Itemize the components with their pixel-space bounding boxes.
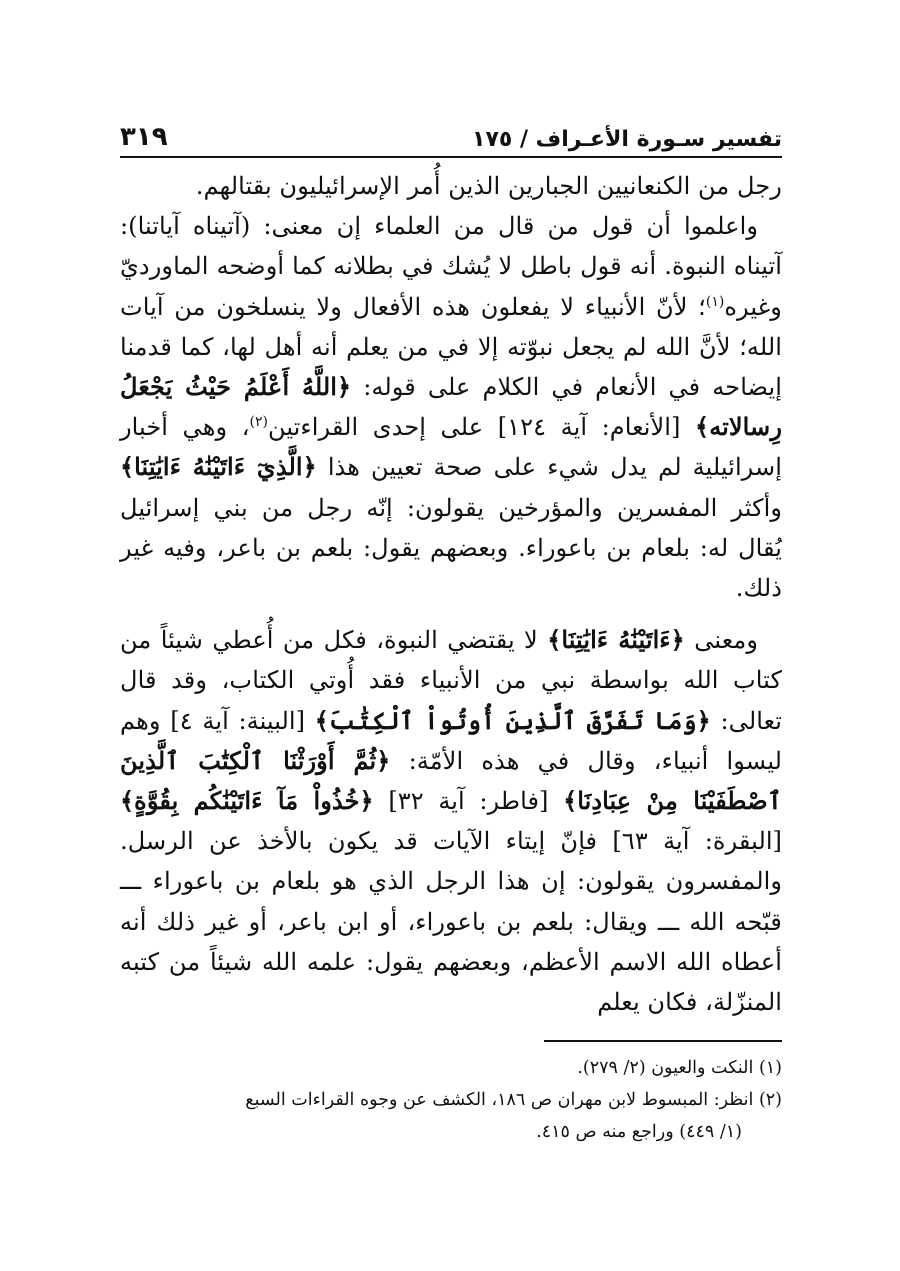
footnote-text: النكت والعيون (٢/ ٢٧٩). <box>577 1058 754 1078</box>
text-run: ومعنى <box>684 626 758 655</box>
text-run: [البقرة: آية ٦٣] فإنّ إيتاء الآيات قد يكون بالأخذ عن الرسل. والمفسرون يقولون: إن هذا الرجل الذي هو بلعام بن باعوراء ـــ قبّحه الله ـــ ويقال: بلعم بن باعوراء، أو ابن باعر، أو غير ذلك أنه أعطاه الله الاسم الأعظم، وبعضهم يقول: علمه الله شيئاً من كتبه المنزّلة، فكان يعلم <box>120 827 782 1017</box>
text-run: [البينة: آية ٤] وهم ليسوا أنبياء، وقال في هذه الأمّة: <box>120 706 783 775</box>
paragraph-gap <box>120 608 782 620</box>
paragraph-2 <box>120 206 782 608</box>
quran-verse: ﴿خُذُواْ مَآ ءَاتَيْنَٰكُم بِقُوَّةٍ﴾ <box>120 786 374 816</box>
footnote-text: انظر: المبسوط لابن مهران ص ١٨٦، الكشف عن وجوه القراءات السبع <box>245 1090 754 1110</box>
text-run: لا يقتضي النبوة، فكل من أُعطي شيئاً من كتاب الله بواسطة نبي من الأنبياء فقد أُوتي الكتاب، وقد قال تعالى: <box>120 626 782 735</box>
quran-verse: ﴿ثُمَّ أَوْرَثْنَا ٱلْكِتَٰبَ ٱلَّذِينَ ٱصْطَفَيْنَا مِنْ عِبَادِنَا﴾ <box>120 745 782 816</box>
page-number: ٣١٩ <box>120 122 168 152</box>
footnotes <box>120 1052 782 1148</box>
footnote-divider <box>544 1040 782 1042</box>
text-run: واعلموا أن قول من قال من العلماء إن معنى: (آتيناه آياتنا): آتيناه النبوة. أنه قول باطل لا يُشك في بطلانه كما أوضحه الماورديّ وغيره <box>120 212 782 321</box>
footnote-ref-1: (١) <box>705 293 725 310</box>
text-run: ، وهي أخبار إسرائيلية لم يدل شيء على صحة تعيين هذا <box>120 413 782 482</box>
quran-verse: ﴿اللَّهُ أَعْلَمُ حَيْثُ يَجْعَلُ رِسالاته﴾ <box>120 372 782 442</box>
footnote-continuation: (١/ ٤٤٩) وراجع منه ص ٤١٥. <box>536 1122 742 1142</box>
main-text <box>120 166 782 1022</box>
running-header <box>120 112 782 158</box>
footnote-marker: (٢) <box>758 1090 782 1110</box>
quran-verse: ﴿ءَاتَيْنَٰهُ ءَايَٰتِنَا﴾ <box>547 625 685 655</box>
paragraph-3 <box>120 620 782 1022</box>
text-run: [الأنعام: آية ١٢٤] على إحدى القراءتين <box>267 413 696 442</box>
text-run: ؛ لأنّ الأنبياء لا يفعلون هذه الأفعال ولا ينسلخون من آيات الله؛ لأنَّ الله لم يجعل نبوّته إلا في من يعلم أنه أهل لها، كما قدمنا إيضاحه في الأنعام في الكلام على قوله: <box>120 292 782 402</box>
footnote-2 <box>120 1084 782 1148</box>
footnote-1 <box>120 1052 782 1084</box>
footnote-ref-2: (٢) <box>249 414 268 431</box>
quran-verse: ﴿الَّذِيٓ ءَاتَيْنَٰهُ ءَايَٰتِنَا﴾ <box>120 452 317 482</box>
header-title: تفسير سـورة الأعـراف / ١٧٥ <box>472 127 782 152</box>
text-run: وأكثر المفسرين والمؤرخين يقولون: إنّه رجل من بني إسرائيل يُقال له: بلعام بن باعوراء. وبعضهم يقول: بلعم بن باعر، وفيه غير ذلك. <box>120 493 782 603</box>
footnote-marker: (١) <box>758 1058 782 1078</box>
text-run: [فاطر: آية ٣٢] <box>373 787 564 816</box>
paragraph-1: رجل من الكنعانيين الجبارين الذين أُمر الإسرائيليون بقتالهم. <box>195 172 782 200</box>
quran-verse: ﴿وَمَا تَفَرَّقَ ٱلَّذِينَ أُوتُواْ ٱلْكِتَٰبَ﴾ <box>314 705 711 735</box>
